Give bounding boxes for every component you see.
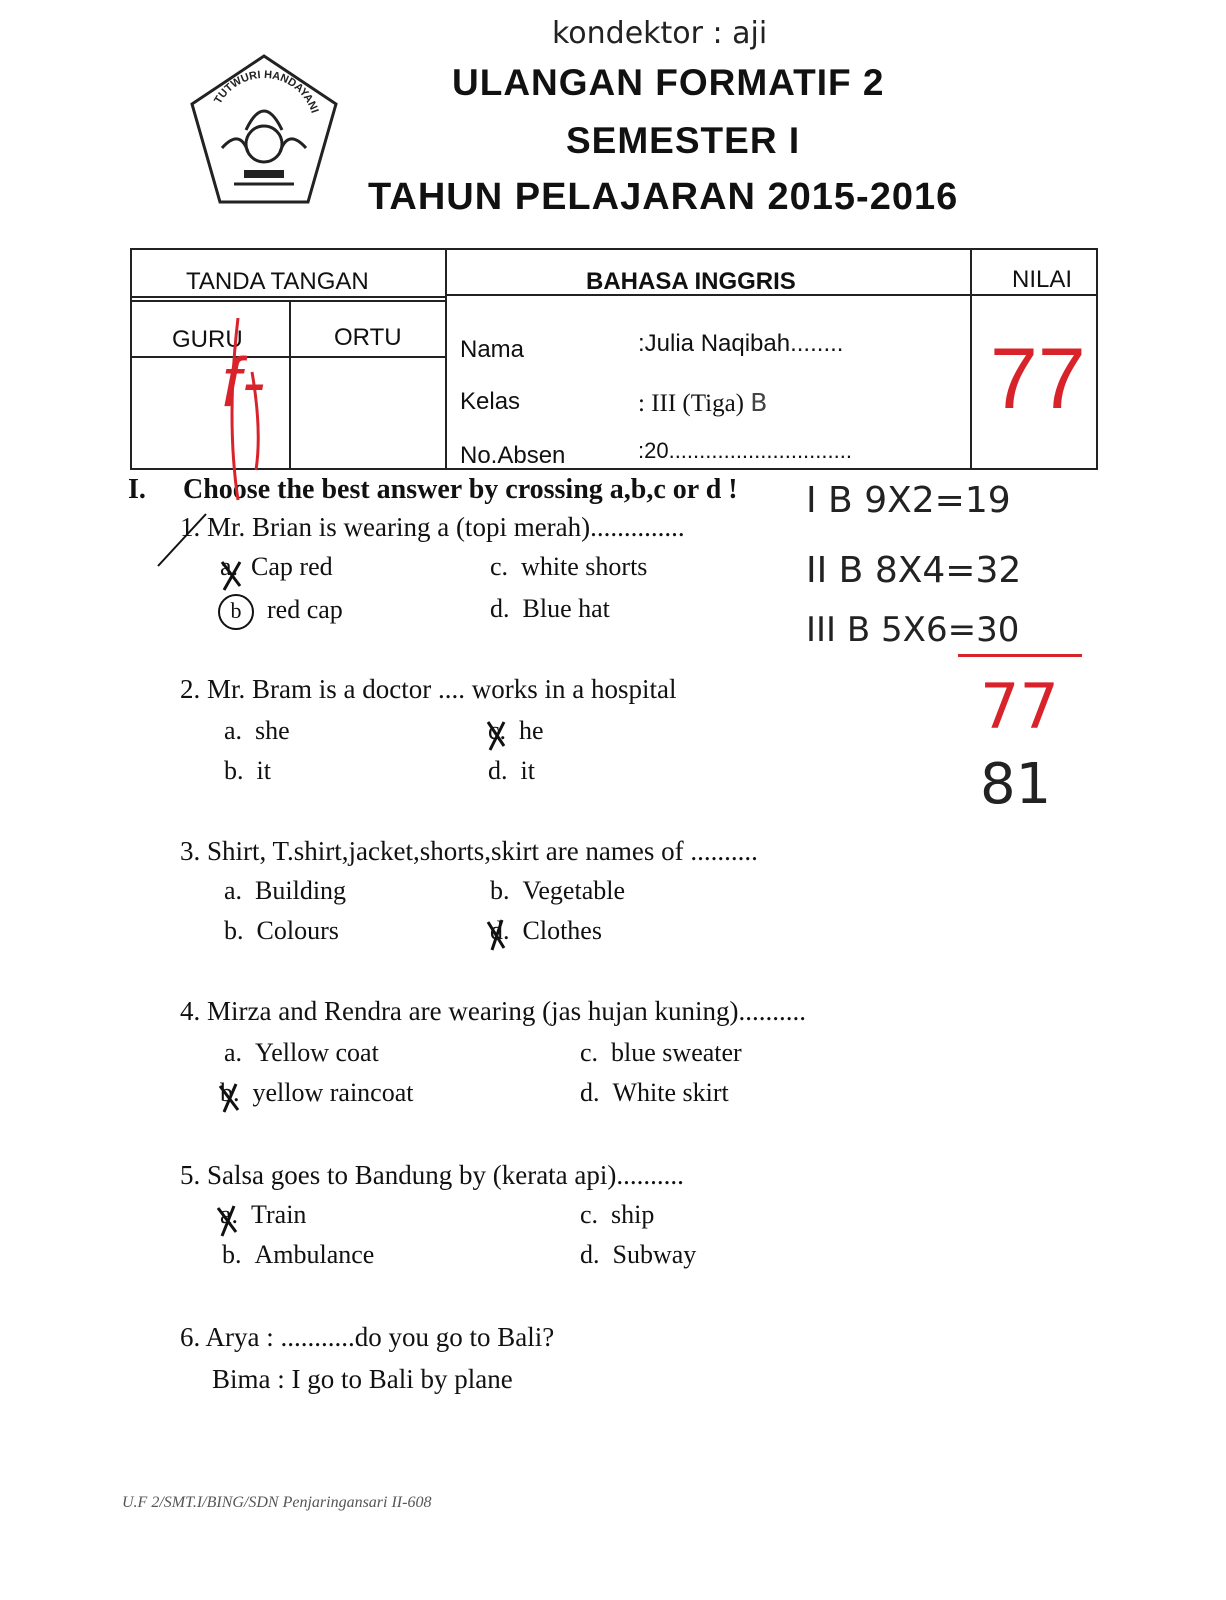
question-number: 2. <box>180 674 201 704</box>
question-number: 1. <box>180 512 201 542</box>
question-text: Salsa goes to Bandung by (kerata api).......... <box>207 1160 684 1190</box>
q3-option-a[interactable] <box>224 876 346 906</box>
q5-option-a[interactable] <box>220 1200 306 1230</box>
question-number: 5. <box>180 1160 201 1190</box>
dialogue-line-bima: Bima : I go to Bali by plane <box>212 1364 513 1394</box>
question-number: 6. <box>180 1322 201 1352</box>
absen-label: No.Absen <box>460 442 566 469</box>
option-letter: c. <box>580 1200 599 1229</box>
svg-text:TUTWURI HANDAYANI: TUTWURI HANDAYANI <box>212 68 321 115</box>
kelas-value-text: : III (Tiga) <box>638 390 745 417</box>
nilai-label: NILAI <box>1012 266 1073 293</box>
q3-option-b-right[interactable] <box>490 876 625 906</box>
question-4 <box>180 996 806 1027</box>
dialogue-line-arya: Arya : ...........do you go to Bali? <box>205 1322 555 1352</box>
question-text: Shirt, T.shirt,jacket,shorts,skirt are names of .......... <box>207 836 758 866</box>
question-6 <box>180 1322 554 1353</box>
option-letter: c. <box>488 716 507 745</box>
option-text: Blue hat <box>522 594 610 623</box>
question-2 <box>180 674 676 705</box>
scoring-extra: 81 <box>980 752 1052 817</box>
question-3 <box>180 836 758 867</box>
question-text: Mirza and Rendra are wearing (jas hujan kuning).......... <box>207 996 807 1026</box>
kelas-label: Kelas <box>460 388 521 415</box>
q1-option-d[interactable] <box>490 594 610 624</box>
option-letter: a. <box>220 552 239 581</box>
question-6-line-2 <box>212 1364 513 1395</box>
option-text: she <box>255 716 290 745</box>
q4-option-d[interactable] <box>580 1078 729 1108</box>
q1-option-a[interactable] <box>220 552 333 582</box>
kelas-value <box>638 388 767 418</box>
option-text: Yellow coat <box>255 1038 379 1067</box>
option-text: Ambulance <box>254 1240 375 1269</box>
option-text: red cap <box>267 595 343 624</box>
kelas-hand-b: B <box>750 388 768 417</box>
q2-option-b[interactable] <box>224 756 271 786</box>
q5-option-d[interactable] <box>580 1240 696 1270</box>
option-text: blue sweater <box>611 1038 742 1067</box>
option-text: Vegetable <box>522 876 626 905</box>
q4-option-c[interactable] <box>580 1038 742 1068</box>
q5-option-c[interactable] <box>580 1200 654 1230</box>
option-letter: a. <box>224 876 243 905</box>
scoring-divider <box>958 654 1082 657</box>
option-text: it <box>520 756 535 785</box>
title-line-3: TAHUN PELAJARAN 2015-2016 <box>368 176 959 218</box>
question-text: Mr. Brian is wearing a (topi merah).............. <box>207 512 685 542</box>
nama-label: Nama <box>460 336 525 363</box>
option-letter: b. <box>490 876 510 905</box>
option-letter: d. <box>488 756 508 785</box>
option-letter: a. <box>224 1038 243 1067</box>
circled-letter: b <box>218 594 254 630</box>
absen-value: :20.............................. <box>638 438 852 463</box>
q5-option-b[interactable] <box>222 1240 374 1270</box>
scoring-line-3: III B 5X6=30 <box>806 610 1020 650</box>
question-number: 4. <box>180 996 201 1026</box>
option-letter: a. <box>224 716 243 745</box>
option-text: ship <box>611 1200 655 1229</box>
guru-label: GURU <box>172 326 243 353</box>
question-5 <box>180 1160 684 1191</box>
scoring-line-2: II B 8X4=32 <box>806 550 1022 591</box>
logo-emblem-icon <box>186 52 342 208</box>
q4-option-a[interactable] <box>224 1038 379 1068</box>
option-letter: a. <box>220 1200 239 1229</box>
q1-option-b[interactable] <box>218 594 343 630</box>
scoring-total: 77 <box>980 670 1059 743</box>
option-text: Cap red <box>251 552 333 581</box>
nama-value: :Julia Naqibah........ <box>638 330 844 357</box>
q2-option-a[interactable] <box>224 716 290 746</box>
q1-option-c[interactable] <box>490 552 647 582</box>
q3-option-b-left[interactable] <box>224 916 339 946</box>
question-text: Mr. Bram is a doctor .... works in a hospital <box>207 674 677 704</box>
option-letter: b. <box>220 1078 240 1107</box>
subject-label: BAHASA INGGRIS <box>586 268 796 295</box>
option-letter: b. <box>224 756 244 785</box>
question-1 <box>180 512 685 543</box>
teacher-signature: f- <box>222 343 265 421</box>
footer-code: U.F 2/SMT.I/BING/SDN Penjaringansari II-608 <box>122 1494 432 1511</box>
section-instruction: Choose the best answer by crossing a,b,c or d ! <box>183 474 738 505</box>
tutwuri-logo <box>186 52 342 208</box>
option-text: Clothes <box>522 916 602 945</box>
score-value: 77 <box>990 331 1086 427</box>
scoring-line-1: I B 9X2=19 <box>806 480 1011 521</box>
q3-option-d[interactable] <box>490 916 602 946</box>
option-letter: d. <box>580 1240 600 1269</box>
question-number: 3. <box>180 836 201 866</box>
q2-option-c[interactable] <box>488 716 544 746</box>
option-text: Building <box>255 876 347 905</box>
option-text: Train <box>251 1200 307 1229</box>
option-letter: d. <box>490 594 510 623</box>
option-text: it <box>256 756 271 785</box>
title-line-1: ULANGAN FORMATIF 2 <box>452 62 885 103</box>
option-text: Colours <box>256 916 339 945</box>
q2-option-d[interactable] <box>488 756 535 786</box>
section-number: I. <box>128 474 146 505</box>
option-letter: c. <box>580 1038 599 1067</box>
info-table <box>130 248 1098 470</box>
option-text: yellow raincoat <box>252 1078 414 1107</box>
title-line-2: SEMESTER I <box>566 120 801 161</box>
option-text: white shorts <box>521 552 648 581</box>
ortu-label: ORTU <box>334 324 402 351</box>
option-text: he <box>519 716 544 745</box>
q4-option-b[interactable] <box>220 1078 414 1108</box>
option-letter: b. <box>224 916 244 945</box>
option-text: White skirt <box>612 1078 729 1107</box>
option-letter: d. <box>580 1078 600 1107</box>
option-letter: d. <box>490 916 510 945</box>
tanda-tangan-label: TANDA TANGAN <box>186 268 369 295</box>
option-letter: c. <box>490 552 509 581</box>
conductor-annotation: kondektor : aji <box>552 16 768 51</box>
option-text: Subway <box>612 1240 697 1269</box>
option-letter: b. <box>222 1240 242 1269</box>
